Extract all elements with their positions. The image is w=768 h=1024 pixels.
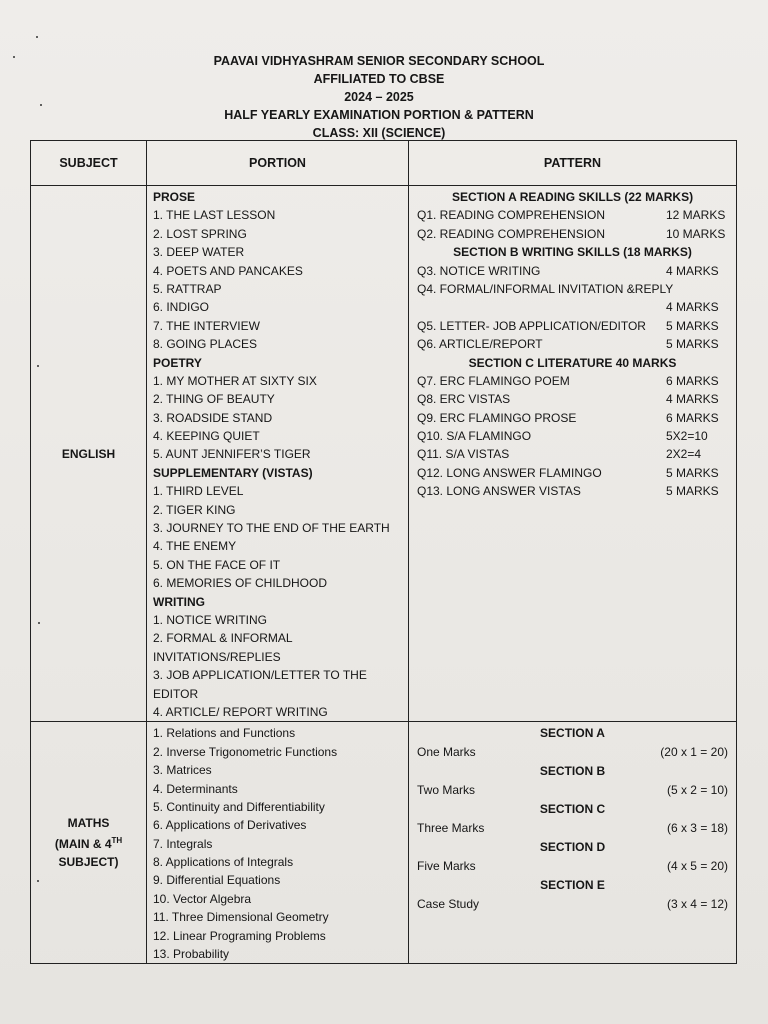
list-item: 3. Matrices [153,763,212,778]
table-row-maths [31,722,737,964]
marks-value: 5 MARKS [666,318,719,333]
section-heading: SECTION A READING SKILLS (22 MARKS) [451,190,694,204]
question-label: Q5. LETTER- JOB APPLICATION/EDITOR [417,318,646,333]
list-item: 4. THE ENEMY [153,539,237,554]
question-label: Q8. ERC VISTAS [417,392,511,407]
marks-type-label: Five Marks [417,859,476,874]
marks-value: 5 MARKS [666,484,719,499]
section-heading: SECTION C [539,802,606,817]
marks-value: 6 MARKS [666,410,719,425]
exam-title: HALF YEARLY EXAMINATION PORTION & PATTERN [224,108,534,122]
column-header-subject: SUBJECT [31,141,147,186]
list-item: 6. MEMORIES OF CHILDHOOD [153,576,328,591]
list-item: 13. Probability [153,947,230,962]
marks-type-label: Case Study [417,897,480,912]
list-item: EDITOR [153,686,199,701]
marks-value: 5 MARKS [666,337,719,352]
question-row [417,335,728,353]
marks-value: (6 x 3 = 18) [666,821,728,836]
marks-value: 12 MARKS [666,208,726,223]
marks-value: (20 x 1 = 20) [660,745,728,760]
list-item: 8. GOING PLACES [153,337,258,352]
academic-year: 2024 – 2025 [344,90,414,104]
list-item: 3. JOURNEY TO THE END OF THE EARTH [153,521,390,536]
marks-row [417,781,728,800]
document-header [0,52,768,142]
english-pattern-list [409,186,737,722]
question-row [417,262,728,280]
marks-row [417,743,728,762]
list-item: 5. AUNT JENNIFER’S TIGER [153,447,311,462]
section-heading: SECTION C LITERATURE 40 MARKS [468,355,677,370]
subject-maths-sup: TH [111,836,123,846]
question-row [417,206,728,224]
list-item: 4. KEEPING QUIET [153,429,260,444]
portion-table [30,140,737,964]
question-label: Q1. READING COMPREHENSION [417,208,606,223]
list-item: 1. THE LAST LESSON [153,208,276,223]
marks-type-label: Three Marks [417,821,485,836]
list-item: 2. LOST SPRING [153,226,247,241]
question-row [417,317,728,335]
section-heading: SECTION D [539,840,606,855]
marks-value: 5 MARKS [666,465,719,480]
marks-value: 4 MARKS [666,300,719,315]
marks-value: 10 MARKS [666,226,726,241]
list-item: 1. MY MOTHER AT SIXTY SIX [153,373,317,388]
section-heading: SECTION A [540,726,605,741]
maths-portion-list [147,722,409,964]
maths-pattern-list [409,722,737,964]
list-item: 6. Applications of Derivatives [153,818,307,833]
marks-type-label: One Marks [417,745,476,760]
subject-maths-line2 [31,832,146,853]
question-label: Q4. FORMAL/INFORMAL INVITATION &REPLY [417,281,674,296]
marks-value: 4 MARKS [666,392,719,407]
class-label: CLASS: XII (SCIENCE) [312,126,446,140]
marks-value: 2X2=4 [666,447,702,462]
list-item: 1. NOTICE WRITING [153,612,267,627]
list-item: 2. FORMAL & INFORMAL [153,631,293,646]
question-label: Q12. LONG ANSWER FLAMINGO [417,465,602,480]
subject-english: ENGLISH [31,186,147,722]
list-item: 7. THE INTERVIEW [153,318,260,333]
section-heading: SECTION E [540,878,605,893]
column-header-pattern: PATTERN [409,141,737,186]
question-row [417,482,728,500]
list-item: 12. Linear Programing Problems [153,928,326,943]
list-item: 1. THIRD LEVEL [153,484,244,499]
list-item: 1. Relations and Functions [153,726,296,741]
list-item: 11. Three Dimensional Geometry [153,910,329,925]
subject-maths-line3: SUBJECT) [58,855,119,870]
table-header-row [31,141,737,186]
list-item: INVITATIONS/REPLIES [153,649,281,664]
affiliation: AFFILIATED TO CBSE [313,72,445,86]
list-item: 2. TIGER KING [153,502,236,517]
list-item: 10. Vector Algebra [153,891,252,906]
school-name: PAAVAI VIDHYASHRAM SENIOR SECONDARY SCHOOL [213,54,545,68]
list-item: 8. Applications of Integrals [153,855,294,870]
marks-row [417,895,728,914]
question-row [417,464,728,482]
marks-row [417,857,728,876]
list-item: 2. THING OF BEAUTY [153,392,275,407]
question-row [417,390,728,408]
speck [36,36,38,38]
marks-value: 4 MARKS [666,263,719,278]
marks-value: (3 x 4 = 12) [666,897,728,912]
list-item: 5. Continuity and Differentiability [153,799,325,814]
list-item: 3. ROADSIDE STAND [153,410,273,425]
question-label: Q6. ARTICLE/REPORT [417,337,543,352]
section-heading: SECTION B WRITING SKILLS (18 MARKS) [453,245,692,260]
list-item: 4. POETS AND PANCAKES [153,263,303,278]
marks-value: 6 MARKS [666,373,719,388]
marks-value: 5X2=10 [666,429,708,444]
list-item: 5. ON THE FACE OF IT [153,557,281,572]
marks-type-label: Two Marks [417,783,476,798]
question-row [417,409,728,427]
list-item: 5. RATTRAP [153,281,222,296]
question-row [417,225,728,243]
question-row [417,445,728,463]
marks-value: (5 x 2 = 10) [666,783,728,798]
question-label: Q3. NOTICE WRITING [417,263,541,278]
question-label: Q11. S/A VISTAS [417,447,510,462]
list-item: 7. Integrals [153,836,213,851]
portion-heading: POETRY [153,355,202,370]
question-label: Q7. ERC FLAMINGO POEM [417,373,570,388]
marks-value: (4 x 5 = 20) [666,859,728,874]
column-header-portion: PORTION [147,141,409,186]
question-label: Q9. ERC FLAMINGO PROSE [417,410,577,425]
list-item: 3. JOB APPLICATION/LETTER TO THE [153,668,367,683]
marks-value [673,280,728,298]
marks-row [417,298,728,316]
subject-maths [31,722,147,964]
table-row-english [31,186,737,722]
english-portion-list [147,186,409,722]
list-item: 4. ARTICLE/ REPORT WRITING [153,704,328,719]
portion-heading: PROSE [153,190,196,204]
question-label: Q2. READING COMPREHENSION [417,226,606,241]
question-row [417,280,728,298]
question-label: Q10. S/A FLAMINGO [417,429,532,444]
portion-heading: WRITING [153,594,205,609]
section-heading: SECTION B [539,764,606,779]
list-item: 6. INDIGO [153,300,210,315]
list-item: 3. DEEP WATER [153,245,245,260]
question-label: Q13. LONG ANSWER VISTAS [417,484,581,499]
list-item: 4. Determinants [153,781,238,796]
list-item: 2. Inverse Trigonometric Functions [153,744,338,759]
subject-maths-line1: MATHS [67,816,110,831]
question-row [417,372,728,390]
question-row [417,427,728,445]
portion-heading: SUPPLEMENTARY (VISTAS) [153,465,313,480]
list-item: 9. Differential Equations [153,873,281,888]
subject-maths-line2-text: (MAIN & 4 [54,837,112,852]
marks-row [417,819,728,838]
